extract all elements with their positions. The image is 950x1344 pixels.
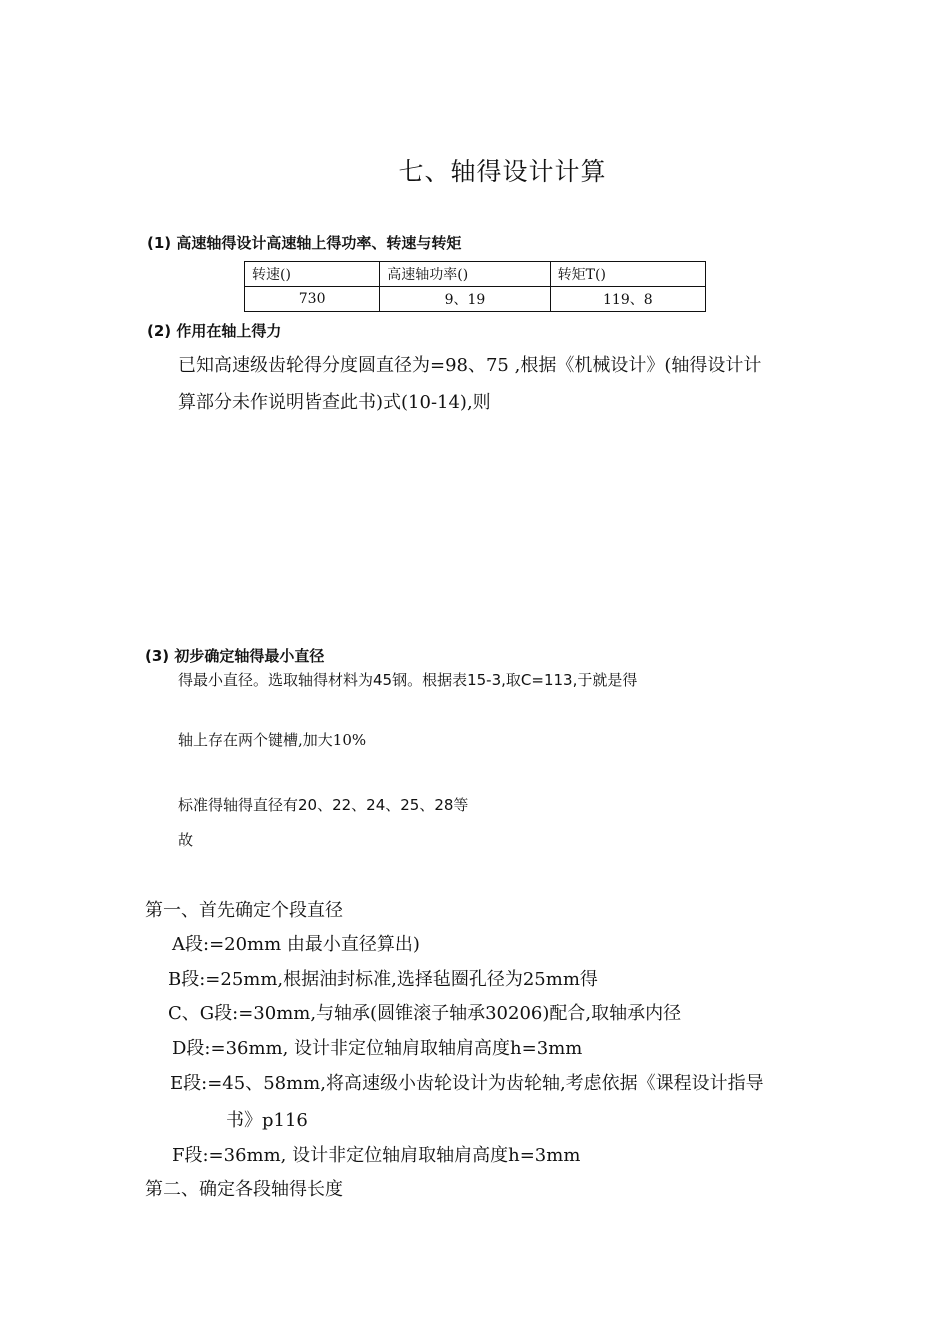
segment-cg: C、G段:=30mm,与轴承(圆锥滚子轴承30206)配合,取轴承内径 (168, 1003, 682, 1024)
value-torque: 119、8 (550, 287, 705, 312)
page-title: 七、轴得设计计算 (398, 157, 607, 186)
section2-line1: 已知高速级齿轮得分度圆直径为=98、75 ,根据《机械设计》(轴得设计计 (178, 355, 762, 376)
value-speed: 730 (245, 287, 380, 312)
part1-heading: 第一、首先确定个段直径 (145, 900, 343, 921)
section3-line3: 标准得轴得直径有20、22、24、25、28等 (178, 796, 469, 814)
section3-line2: 轴上存在两个键槽,加大10% (178, 731, 367, 749)
header-torque: 转矩T() (550, 262, 705, 287)
table-header-row (245, 262, 706, 287)
section3-line1: 得最小直径。选取轴得材料为45钢。根据表15-3,取C=113,于就是得 (178, 671, 638, 689)
value-power: 9、19 (380, 287, 550, 312)
section1-heading: (1) 高速轴得设计高速轴上得功率、转速与转矩 (147, 234, 462, 252)
section2-line2: 算部分未作说明皆查此书)式(10-14),则 (178, 392, 491, 413)
header-power: 高速轴功率() (380, 262, 550, 287)
segment-b: B段:=25mm,根据油封标准,选择毡圈孔径为25mm得 (168, 969, 598, 990)
header-speed: 转速() (245, 262, 380, 287)
section3-line4: 故 (178, 831, 194, 849)
segment-e-line1: E段:=45、58mm,将高速级小齿轮设计为齿轮轴,考虑依据《课程设计指导 (170, 1073, 764, 1094)
segment-e-line2: 书》p116 (226, 1110, 308, 1131)
table-row (245, 287, 706, 312)
shaft-parameters-table (244, 261, 706, 312)
section2-heading: (2) 作用在轴上得力 (147, 322, 282, 340)
segment-d: D段:=36mm, 设计非定位轴肩取轴肩高度h=3mm (172, 1038, 583, 1059)
part2-heading: 第二、确定各段轴得长度 (145, 1179, 343, 1200)
segment-a: A段:=20mm 由最小直径算出) (172, 934, 420, 955)
section3-heading: (3) 初步确定轴得最小直径 (145, 647, 325, 665)
segment-f: F段:=36mm, 设计非定位轴肩取轴肩高度h=3mm (172, 1145, 581, 1166)
